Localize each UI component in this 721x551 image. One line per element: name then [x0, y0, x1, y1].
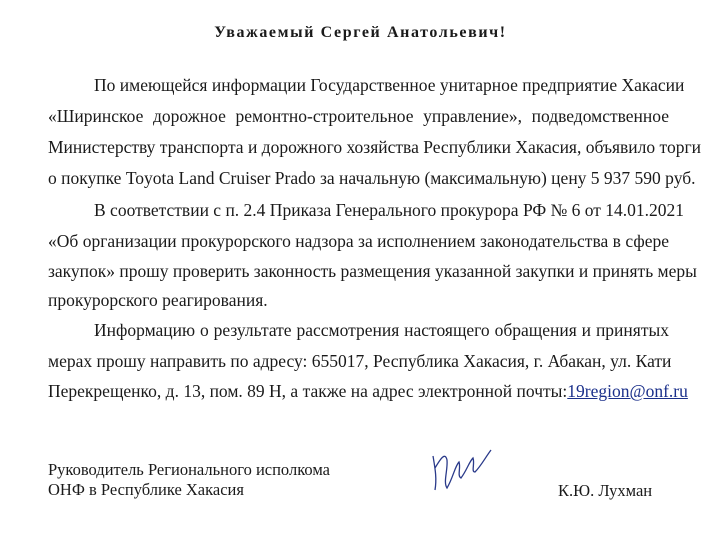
body-line: Информацию о результате рассмотрения настоящего обращения и принятых — [94, 320, 669, 340]
signer-title-1: Руководитель Регионального исполкома — [48, 460, 330, 479]
body-line: Перекрещенко, д. 13, пом. 89 Н, а также на адрес электронной почты: — [48, 381, 568, 401]
body-line: о покупке Toyota Land Cruiser Prado за начальную (максимальную) цену 5 937 590 руб. — [48, 168, 696, 188]
handwritten-signature — [425, 438, 495, 498]
body-line: закупок» прошу проверить законность размещения указанной закупки и принять меры — [48, 261, 697, 281]
body-line: «Об организации прокурорского надзора за исполнением законодательства в сфере — [48, 231, 669, 251]
body-line: Министерству транспорта и дорожного хозяйства Республики Хакасия, объявило торги — [48, 137, 701, 157]
body-line: По имеющейся информации Государственное унитарное предприятие Хакасии — [94, 75, 685, 95]
body-line: «Ширинское дорожное ремонтно-строительное управление», подведомственное — [48, 106, 669, 126]
salutation: Уважаемый Сергей Анатольевич! — [214, 24, 507, 41]
signer-name: К.Ю. Лухман — [558, 481, 653, 500]
body-line-email — [48, 380, 688, 402]
body-line: прокурорского реагирования. — [48, 290, 268, 310]
email-link[interactable]: 19region@onf.ru — [567, 381, 688, 401]
signer-title-2: ОНФ в Республике Хакасия — [48, 480, 244, 499]
body-line: мерах прошу направить по адресу: 655017, Республика Хакасия, г. Абакан, ул. Кати — [48, 351, 672, 371]
body-line: В соответствии с п. 2.4 Приказа Генерального прокурора РФ № 6 от 14.01.2021 — [94, 200, 685, 220]
